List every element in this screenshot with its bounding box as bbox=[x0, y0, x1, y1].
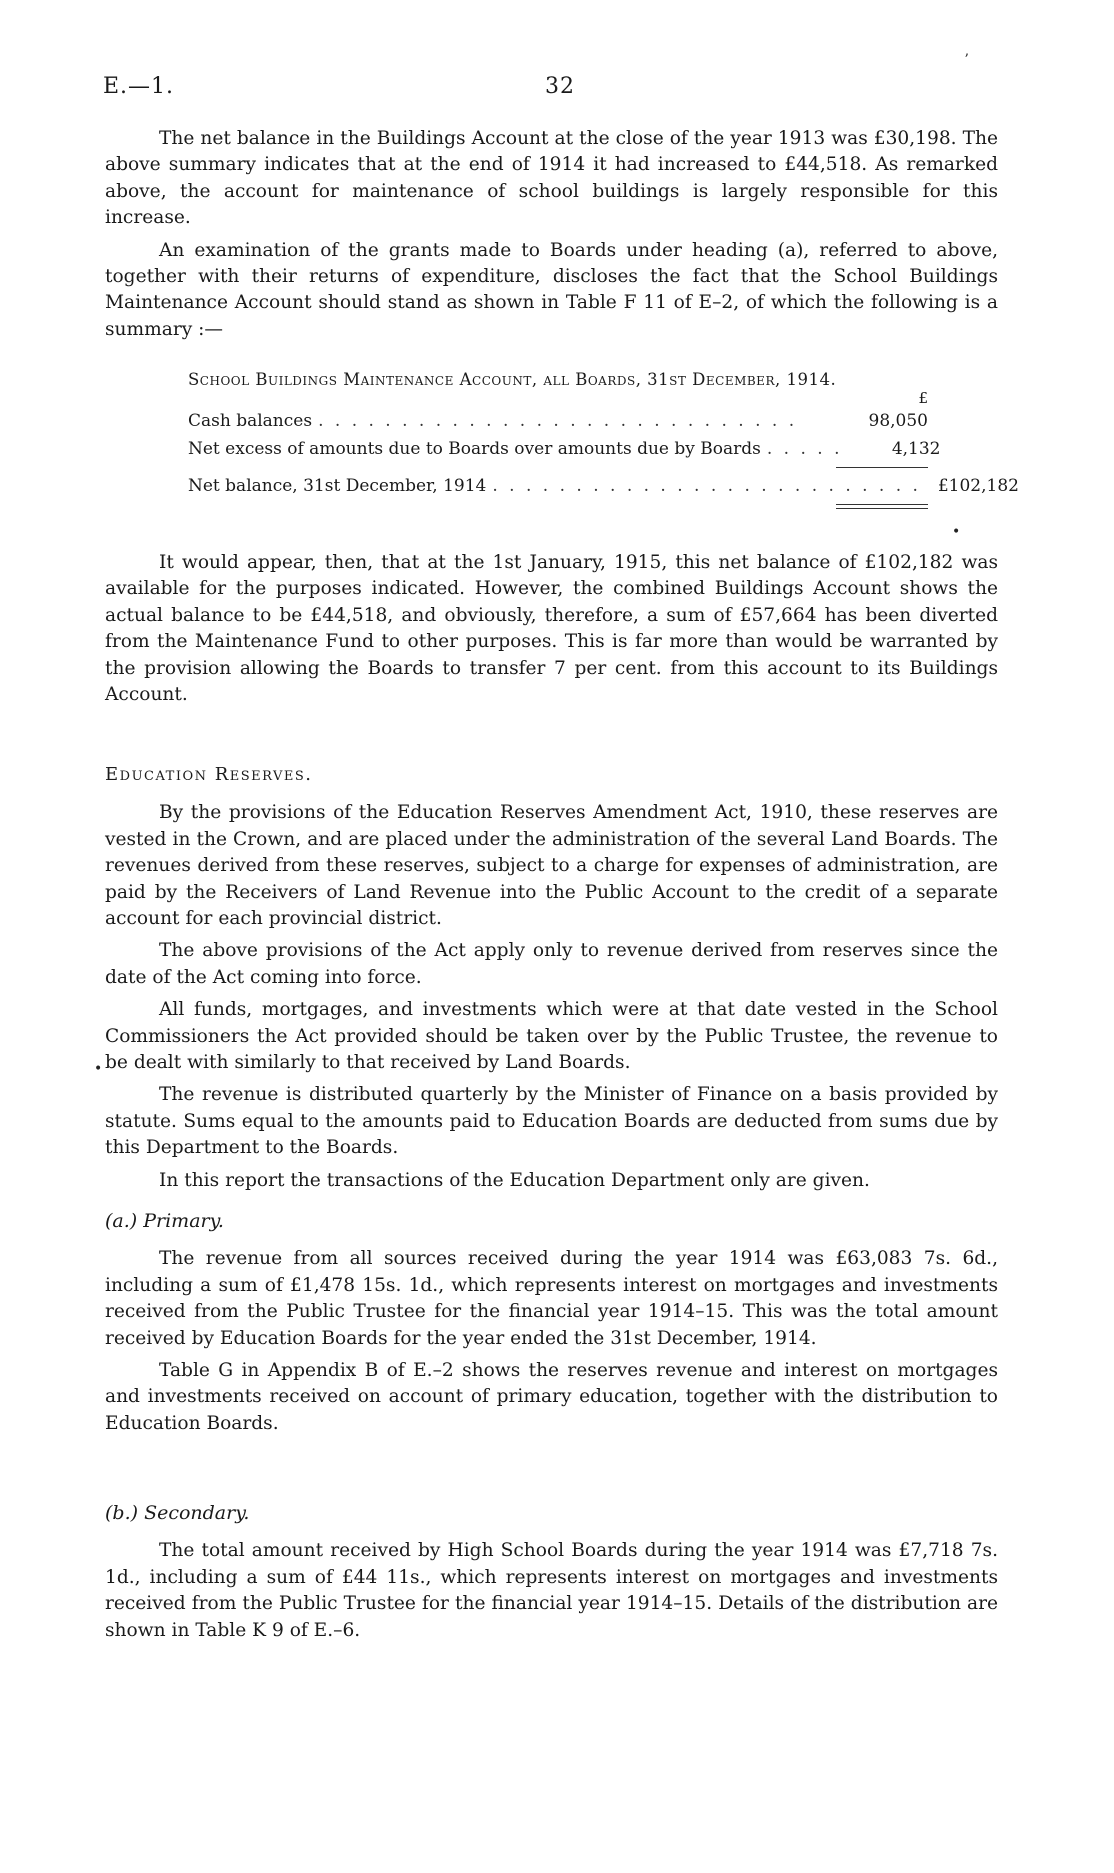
table-row bbox=[188, 439, 941, 467]
primary-paragraph-1: The revenue from all sources received during the year 1914 was £63,083 7s. 6d., including a sum of £1,478 15s. 1d., which represents interest on mortgages and investments received from the Public Trustee for the financial year 1914–15. This was the total amount received by Education Boards for the year ended the 31st December, 1914. bbox=[105, 1248, 998, 1349]
reserves-paragraph-4: The revenue is distributed quarterly by the Minister of Finance on a basis provided by statute. Sums equal to the amounts paid to Education Boards are deducted from sums due by this Department to the Boards. bbox=[105, 1084, 998, 1159]
total-value: £102,182 bbox=[937, 476, 1019, 496]
intro-section bbox=[105, 126, 998, 343]
subtotal-rule bbox=[836, 467, 928, 468]
scan-speck: ʼ bbox=[964, 52, 969, 68]
secondary-section bbox=[105, 1500, 998, 1644]
page-reference: E.—1. bbox=[103, 74, 175, 99]
primary-paragraph-2: Table G in Appendix B of E.–2 shows the reserves revenue and interest on mortgages and investments received on account of primary education, together with the distribution to Education Boards. bbox=[105, 1360, 998, 1434]
table-row bbox=[188, 411, 928, 439]
section-title: Education Reserves. bbox=[105, 764, 313, 785]
leader-dots: . . . . . . . . . . . . . . . . . . . . . . . . . . . . . bbox=[318, 411, 798, 431]
maintenance-account-table bbox=[188, 370, 1019, 509]
table-total-row bbox=[188, 476, 1019, 504]
subsection-title: (a.) Primary. bbox=[105, 1210, 224, 1232]
subsection-title: (b.) Secondary. bbox=[105, 1502, 250, 1524]
table-unit: £ bbox=[918, 389, 928, 407]
row-label: Net excess of amounts due to Boards over amounts due by Boards bbox=[188, 439, 761, 459]
total-label: Net balance, 31st December, 1914 bbox=[188, 476, 487, 496]
intro-paragraph-2: An examination of the grants made to Boards under heading (a), referred to above, together with their returns of expenditure, discloses the fact that the School Buildings Maintenance Account should stand as shown in Table F 11 of E–2, of which the following is a summary :— bbox=[105, 239, 998, 340]
reserves-paragraph-3: All funds, mortgages, and investments which were at that date vested in the School Commissioners the Act provided should be taken over by the Public Trustee, the revenue to be dealt with similarly to that received by Land Boards. bbox=[105, 999, 998, 1074]
reserves-paragraph-2: The above provisions of the Act apply only to revenue derived from reserves since the date of the Act coming into force. bbox=[105, 940, 998, 988]
leader-dots: . . . . . . . . . . . . . . . . . . . . . . . . . . bbox=[492, 476, 921, 496]
education-reserves-section bbox=[105, 762, 998, 1194]
page-number: 32 bbox=[545, 74, 575, 99]
diversion-section bbox=[105, 550, 998, 708]
secondary-paragraph-1: The total amount received by High School Boards during the year 1914 was £7,718 7s. 1d., including a sum of £44 11s., which represents interest on mortgages and investments received from the Public Trustee for the financial year 1914–15. Details of the distribution are shown in Table K 9 of E.–6. bbox=[105, 1540, 998, 1641]
row-label: Cash balances bbox=[188, 411, 313, 431]
scan-speck: • bbox=[952, 524, 961, 540]
leader-dots: . . . . . bbox=[766, 439, 843, 459]
total-double-rule bbox=[836, 504, 928, 509]
primary-section bbox=[105, 1208, 998, 1437]
scan-speck: • bbox=[94, 1061, 103, 1077]
reserves-paragraph-1: By the provisions of the Education Reserves Amendment Act, 1910, these reserves are vested in the Crown, and are placed under the administration of the several Land Boards. The revenues derived from these reserves, subject to a charge for expenses of administration, are paid by the Receivers of Land Revenue into the Public Account to the credit of a separate account for each provincial district. bbox=[105, 802, 998, 930]
row-value: 98,050 bbox=[868, 411, 928, 431]
row-value: 4,132 bbox=[891, 439, 941, 459]
reserves-paragraph-5: In this report the transactions of the Education Department only are given. bbox=[159, 1169, 870, 1191]
table-title: School Buildings Maintenance Account, all Boards, 31st December, 1914. bbox=[188, 370, 837, 389]
intro-paragraph-1: The net balance in the Buildings Account at the close of the year 1913 was £30,198. The above summary indicates that at the end of 1914 it had increased to £44,518. As remarked above, the account for maintenance of school buildings is largely responsible for this increase. bbox=[105, 128, 998, 229]
diversion-paragraph: It would appear, then, that at the 1st January, 1915, this net balance of £102,182 was available for the purposes indicated. However, the combined Buildings Account shows the actual balance to be £44,518, and obviously, therefore, a sum of £57,664 has been diverted from the Maintenance Fund to other purposes. This is far more than would be warranted by the provision allowing the Boards to transfer 7 per cent. from this account to its Buildings Account. bbox=[105, 552, 998, 706]
